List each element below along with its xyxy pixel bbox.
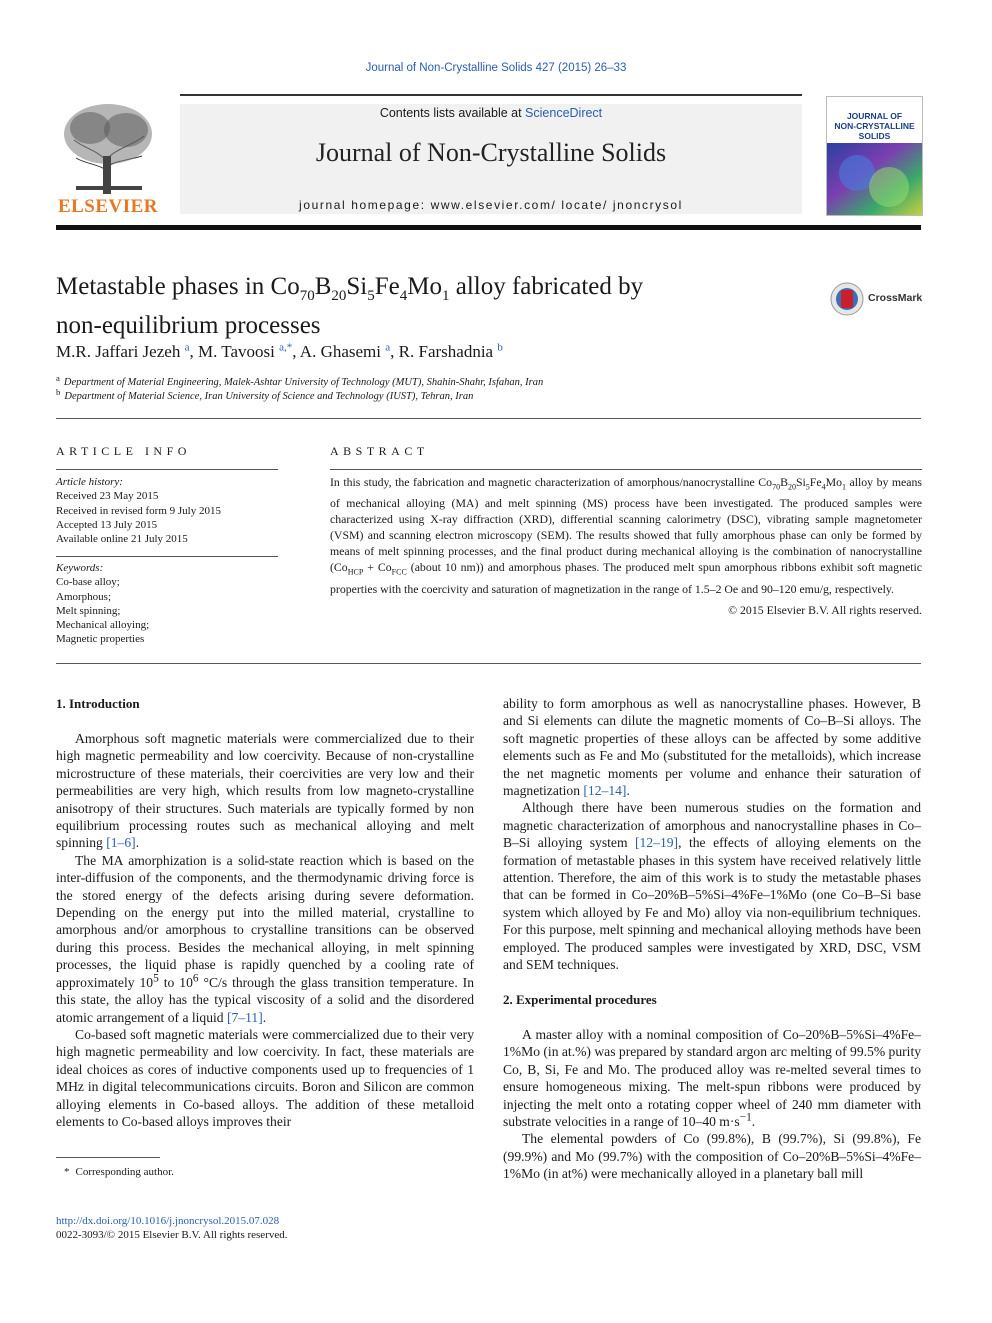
author-affiliation-mark[interactable]: b — [497, 341, 503, 354]
cover-title — [827, 111, 922, 141]
author-name[interactable]: M. Tavoosi — [197, 342, 275, 361]
author-name[interactable]: A. Ghasemi — [299, 342, 382, 361]
crossmark-icon — [830, 282, 864, 316]
history-label: Article history: — [56, 476, 123, 488]
citation-link[interactable]: [12–19] — [635, 835, 679, 851]
history-item: Received in revised form 9 July 2015 — [56, 504, 221, 517]
citation-link[interactable]: [12–14] — [583, 783, 627, 799]
affiliation-key: b — [56, 386, 61, 397]
title-subscript: 5 — [367, 288, 375, 304]
affiliation-key: a — [56, 372, 60, 383]
keyword-item: Magnetic properties — [56, 633, 145, 646]
paragraph: Amorphous soft magnetic materials were commercialized due to their high magnetic permeability and low coercivity. Because of non-crystalline microstructure of these materials, their coercivities are very low and their permeabilities are very high, which results from low magneto-crystalline anisotropy of their structures. Such materials are typically formed by non equilibrium processing routes such as mechanical alloying and melt spinning [1–6]. — [56, 731, 474, 851]
section-heading-introduction: 1. Introduction — [56, 696, 140, 711]
elsevier-wordmark: ELSEVIER — [57, 196, 159, 217]
keyword-item: Mechanical alloying; — [56, 619, 150, 632]
affiliation-b — [56, 386, 474, 402]
paragraph: A master alloy with a nominal composition of Co–20%B–5%Si–4%Fe–1%Mo (in at.%) was prepared by standard argon arc melting of 99.5% purity Co, B, Si, Fe and Mo. The produced alloy was re-melted several times to ensure homogeneous mixing. The melt-spun ribbons were produced by injecting the melt onto a rotating copper wheel of 240 mm diameter with substrate velocities in a range of 10–40 $m\cdot s^{-1}$. — [503, 1027, 922, 1130]
keyword-item: Amorphous; — [56, 590, 111, 603]
author-affiliation-mark[interactable]: a,* — [279, 341, 293, 354]
header-divider — [56, 225, 921, 230]
contents-line — [180, 106, 802, 120]
title-text: Si — [346, 273, 368, 300]
title-text: B — [314, 273, 332, 300]
history-item: Accepted 13 July 2015 — [56, 518, 158, 531]
title-line2: non-equilibrium processes — [56, 312, 321, 339]
title-subscript: 4 — [399, 288, 408, 304]
affiliation-text: Department of Material Engineering, Malek-Ashtar University of Technology (MUT), Shahin-Shahr, Isfahan, Iran — [63, 377, 544, 388]
abstract-body: In this study, the fabrication and magnetic characterization of amorphous/nanocrystalline $Co_{70}B_{20}Si_5Fe_4Mo_1$ alloy by means of mechanical alloying (MA) and melt spinning (MS) process have been investigated. The produced samples were characterized using X-ray diffraction (XRD), differential scanning calorimetry (DSC), vibrating sample magnetometer (VSM) and scanning electron microscopy (SEM). The results showed that fully amorphous phase can only be formed by means of melt spinning processes, and the final product during mechanical alloying is the combination of nanocrystalline ($Co_{HCP} + Co_{FCC}$ (about 10 nm)) and amorphous phases. The produced melt spun amorphous ribbons exhibit soft magnetic properties with the coercivity and saturation of magnetization in the range of 1.5–2 Oe and 90–120 emu/g, respectively. — [330, 475, 923, 596]
article-info-heading: ARTICLE INFO — [56, 444, 191, 458]
elsevier-tree-icon — [56, 100, 160, 196]
body-column-right — [503, 695, 921, 974]
body-column-right-lower — [503, 1026, 921, 1183]
title-text: alloy fabricated by — [449, 273, 644, 300]
title-text: Mo — [407, 273, 442, 300]
keyword-item: Co-base alloy; — [56, 576, 120, 589]
journal-title: Journal of Non-Crystalline Solids — [315, 138, 667, 167]
divider — [56, 469, 278, 470]
corresponding-text: Corresponding author. — [75, 1166, 174, 1178]
paragraph: Although there have been numerous studies on the formation and magnetic characterization of amorphous and nanocrystalline phases in Co–B–Si alloying system [12–19], the effects of alloying elements on the formation of metastable phases in this system have received relatively little attention. Therefore, the aim of this work is to study the metastable phases that can be formed in Co–20%B–5%Si–4%Fe–1%Mo (one Co–B–Si base system which alloyed by Fe and Mo) alloy via non-equilibrium techniques. For this purpose, melt spinning and mechanical alloying methods have been employed. The produced samples were investigated by XRD, DSC, VSM and SEM techniques. — [503, 800, 921, 973]
title-text: Fe — [374, 273, 400, 300]
doi-link[interactable]: http://dx.doi.org/10.1016/j.jnoncrysol.2015.07.028 — [56, 1215, 280, 1227]
history-item: Received 23 May 2015 — [56, 490, 159, 503]
abstract-heading: ABSTRACT — [330, 444, 429, 458]
paragraph: The MA amorphization is a solid-state reaction which is based on the inter-diffusion of the components, and the thermodynamic driving force is the stored energy of the defects arising during severe deformation. Depending on the energy put into the milled material, crystalline to amorphous and/or amorphous to crystalline transitions can be observed during this process. Besides the mechanical alloying, in melt spinning processes, the liquid phase is rapidly quenched by a cooling rate of approximately $10^5$ to $10^6$ °C/s through the glass transition temperature. In this state, the alloy has the typical viscosity of a solid and the disordered atomic arrangement of a liquid [7–11]. — [56, 852, 475, 1025]
contents-prefix: Contents lists available at — [379, 106, 526, 120]
crossmark-label: CrossMark — [868, 292, 923, 304]
article-history — [56, 475, 278, 546]
keywords-label: Keywords: — [56, 562, 104, 574]
issn-copyright: 0022-3093/© 2015 Elsevier B.V. All rights reserved. — [56, 1229, 288, 1241]
affiliation-a — [56, 372, 544, 388]
crossmark-badge[interactable] — [830, 282, 922, 316]
citation-link[interactable]: [1–6] — [106, 835, 136, 851]
cover-title-line1: JOURNAL OF — [846, 111, 903, 121]
title-subscript: 20 — [331, 288, 347, 304]
corresponding-author-note — [56, 1166, 174, 1178]
author-affiliation-mark[interactable]: a — [385, 341, 391, 354]
paragraph: ability to form amorphous as well as nanocrystalline phases. However, B and Si elements can dilute the magnetic moments of Co–B–Si alloys. The soft magnetic properties of these alloys can be affected by some additive elements such as Fe and Mo (substituted for the metalloids), which increase the net magnetic moments per volume and enhance their saturation of magnetization [12–14]. — [503, 696, 921, 799]
author-list: M.R. Jaffari Jezeh $^a$, M. Tavoosi $^{a,*}$, A. Ghasemi $^a$, R. Farshadnia $^b$ — [56, 341, 503, 361]
paragraph: Co-based soft magnetic materials were commercialized due to their very high magnetic permeability and low coercivity. In fact, these materials are ideal choices as cores of inductive components used up to frequencies of 1 MHz in digital telecommunications circuits. Boron and Silicon are common alloying elements in Co-based alloys. The addition of these metalloid elements to Co-based alloys improves their — [56, 1026, 474, 1129]
abstract-copyright: © 2015 Elsevier B.V. All rights reserved. — [728, 603, 922, 617]
journal-citation[interactable]: Journal of Non-Crystalline Solids 427 (2015) 26–33 — [365, 62, 627, 74]
journal-cover-thumbnail[interactable] — [826, 96, 923, 216]
header-top-rule — [180, 94, 802, 96]
affiliation-text: Department of Material Science, Iran University of Science and Technology (IUST), Tehran, Iran — [64, 391, 474, 402]
author-affiliation-mark[interactable]: a — [184, 341, 190, 354]
sciencedirect-link[interactable]: ScienceDirect — [525, 106, 603, 120]
keyword-item: Melt spinning; — [56, 604, 121, 617]
keywords — [56, 561, 278, 647]
divider — [56, 663, 921, 664]
section-heading-experimental: 2. Experimental procedures — [503, 992, 657, 1007]
footnote-mark: * — [64, 1166, 70, 1178]
journal-homepage[interactable]: journal homepage: www.elsevier.com/ locate/ jnoncrysol — [299, 198, 683, 212]
divider — [56, 418, 921, 419]
cover-image-icon — [827, 143, 922, 215]
history-item: Available online 21 July 2015 — [56, 533, 188, 546]
article-title — [56, 272, 796, 341]
divider — [56, 556, 278, 557]
divider — [330, 469, 922, 470]
title-subscript: 70 — [299, 288, 315, 304]
citation-link[interactable]: [7–11] — [227, 1009, 263, 1025]
paragraph: The elemental powders of Co (99.8%), B (99.7%), Si (99.8%), Fe (99.9%) and Mo (99.7%) with the composition of Co–20%B–5%Si–4%Fe–1%Mo (in at%) were mechanically alloyed in a planetary ball mill — [503, 1131, 921, 1182]
author-name[interactable]: M.R. Jaffari Jezeh — [56, 342, 181, 361]
author-name[interactable]: R. Farshadnia — [398, 342, 494, 361]
body-column-left — [56, 730, 474, 1130]
title-subscript: 1 — [441, 288, 450, 304]
title-text: Metastable phases in Co — [56, 273, 300, 300]
cover-title-line2: NON-CRYSTALLINE SOLIDS — [834, 121, 915, 141]
footnote-rule — [56, 1157, 160, 1158]
